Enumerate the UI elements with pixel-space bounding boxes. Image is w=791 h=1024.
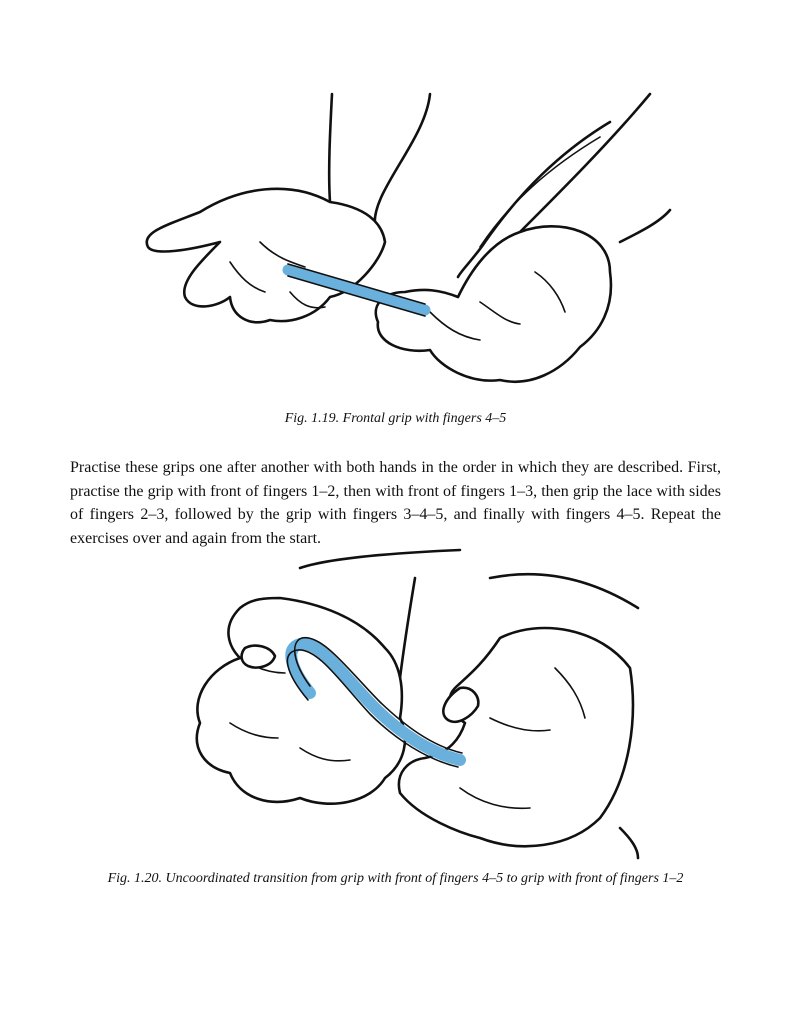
- left-wrist-line: [300, 550, 460, 568]
- left-wrist-line-2: [375, 94, 430, 227]
- left-wrist-line-2: [400, 578, 415, 678]
- right-hand: [399, 628, 633, 846]
- figure-caption: Fig. 1.20. Uncoordinated transition from grip with front of fingers 4–5 to grip with front of fingers 1–2: [107, 871, 684, 886]
- hands-frontal-grip-drawing: [140, 92, 680, 402]
- body-paragraph: Practise these grips one after another with both hands in the order in which they are described. First, practise the grip with front of fingers 1–2, then with front of fingers 1–3, then grip the lace with sides of fingers 2–3, followed by the grip with fingers 3–4–5, and finally with fingers 4–5. Repeat the exercises over and again from the start.: [70, 459, 721, 547]
- right-forearm-line: [490, 574, 638, 608]
- figure-caption: Fig. 1.19. Frontal grip with fingers 4–5: [284, 411, 507, 426]
- hands-transition-grip-drawing: [160, 548, 640, 866]
- right-forearm-edge: [620, 210, 670, 242]
- left-wrist-line: [329, 94, 332, 202]
- figure-1-20-illustration: [160, 548, 640, 866]
- figure-1-19-illustration: [140, 92, 680, 402]
- right-forearm-line-2: [620, 828, 638, 858]
- left-hand: [147, 189, 385, 322]
- right-forearm-line: [520, 94, 650, 232]
- left-thumbnail: [242, 646, 275, 668]
